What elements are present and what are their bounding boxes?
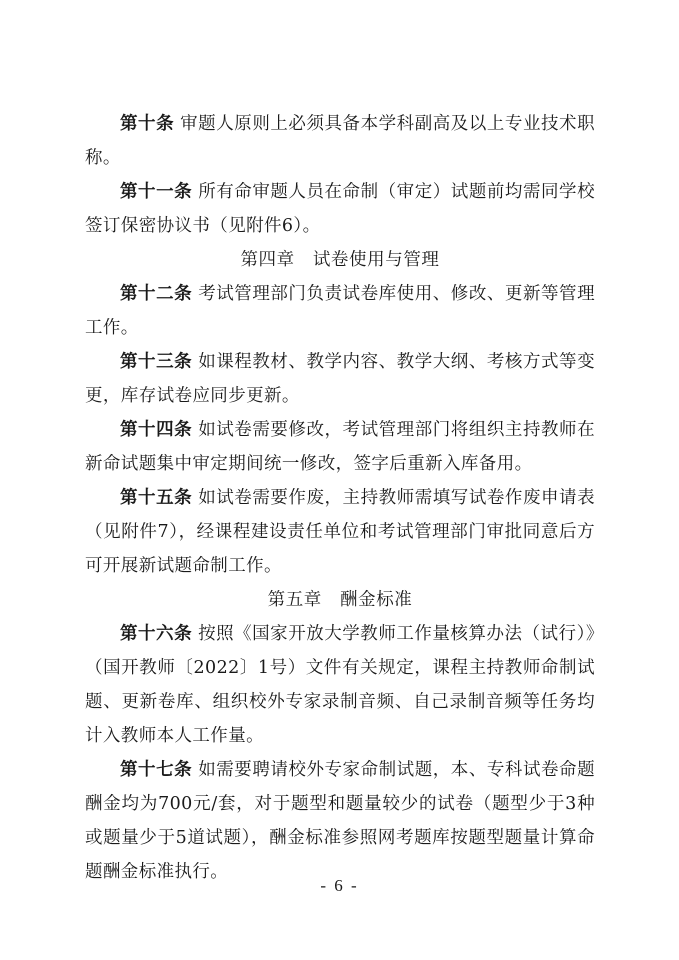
article-text: 所有命审题人员在命制（审定）试题前均需同学校签订保密协议书（见附件6）。 [85, 182, 595, 236]
article-label: 第十二条 [120, 284, 193, 304]
article-label: 第十五条 [120, 488, 193, 508]
article-17 [85, 753, 595, 889]
article-text: 如需要聘请校外专家命制试题，本、专科试卷命题酬金均为700元/套，对于题型和题量较少的试卷（题型少于3种或题量少于5道试题），酬金标准参照网考题库按题型题量计算命题酬金标准执行。 [85, 760, 595, 882]
article-12 [85, 277, 595, 345]
article-label: 第十条 [120, 114, 175, 134]
article-15 [85, 481, 595, 583]
article-text: 审题人原则上必须具备本学科副高及以上专业技术职称。 [85, 114, 596, 168]
article-label: 第十一条 [120, 182, 193, 202]
article-text: 如课程教材、教学内容、教学大纲、考核方式等变更，库存试卷应同步更新。 [85, 352, 595, 406]
article-text: 如试卷需要作废，主持教师需填写试卷作废申请表（见附件7），经课程建设责任单位和考试管理部门审批同意后方可开展新试题命制工作。 [85, 488, 595, 576]
article-16 [85, 617, 595, 753]
chapter-heading-5: 第五章 酬金标准 [267, 590, 413, 610]
article-11 [85, 175, 595, 243]
article-label: 第十六条 [120, 624, 193, 644]
article-text: 考试管理部门负责试卷库使用、修改、更新等管理工作。 [85, 284, 595, 338]
article-10 [85, 107, 595, 175]
article-13 [85, 345, 595, 413]
article-text: 如试卷需要修改，考试管理部门将组织主持教师在新命试题集中审定期间统一修改，签字后重新入库备用。 [85, 420, 595, 474]
page-content [85, 107, 595, 889]
article-label: 第十四条 [120, 420, 193, 440]
page-number: - 6 - [320, 876, 359, 895]
article-text: 按照《国家开放大学教师工作量核算办法（试行）》（国开教师〔2022〕1号）文件有关规定，课程主持教师命制试题、更新卷库、组织校外专家录制音频、自己录制音频等任务均计入教师本人工作量。 [85, 624, 595, 746]
article-14 [85, 413, 595, 481]
chapter-heading-4: 第四章 试卷使用与管理 [240, 250, 440, 270]
article-label: 第十七条 [120, 760, 193, 780]
article-label: 第十三条 [120, 352, 193, 372]
